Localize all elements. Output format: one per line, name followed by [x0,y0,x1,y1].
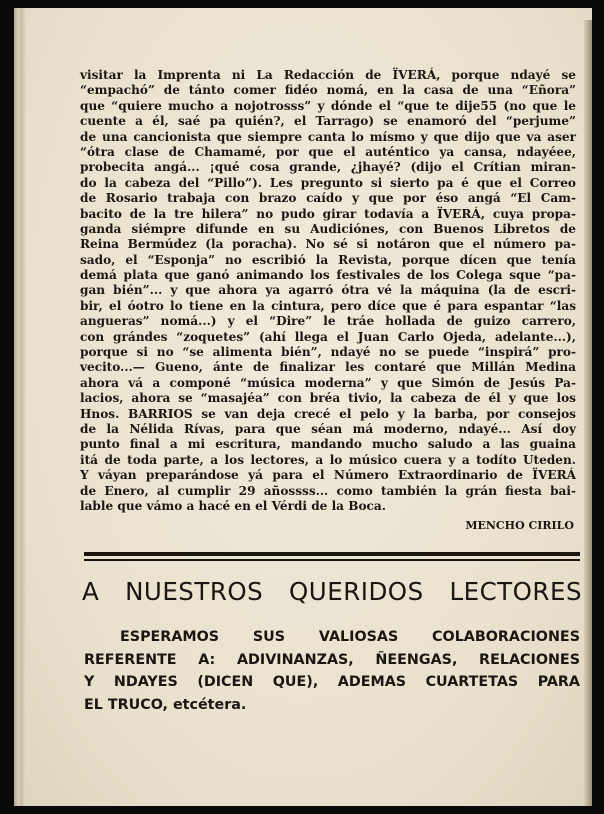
article-line: “empachó” de tánto comer fidéo nomá, en la casa de una “Eñora” [80,83,576,98]
article-line: de Enero, al cumplir 29 añossss... como también la grán fiesta bai- [80,483,576,498]
article-line: visitar la Imprenta ni La Redacción de ÏVERÁ, porque ndayé se [80,68,576,82]
article-line: demá plata que ganó animando los festivales de los Colega sque “pa- [80,268,576,283]
article-line: itá de toda parte, a los lectores, a lo músico cuera y a todíto Uteden. [80,452,576,467]
article-line: de una cancionista que siempre canta lo mísmo y que dijo que va aser [80,129,576,144]
notice-line: ESPERAMOS SUS VALIOSAS COLABORACIONES [120,629,580,645]
article-line: de la Nélida Rívas, para que séan má moderno, ndayé... Así doy [80,421,576,436]
article-line: Hnos. BARRIOS se van deja crecé el pelo y la barba, por consejos [80,406,576,421]
article-line: do la cabeza del “Pillo”). Les pregunto si sierto pa é que el Correo [80,175,576,190]
article-line: lacios, ahora se “masajéa” con bréa tivio, la cabeza de él y que los [80,391,576,406]
article-line: “ótra clase de Chamamé, por que el auténtico ya cansa, ndayéee, [80,144,576,159]
page-right-edge [584,20,592,806]
page-binding-edge [14,8,26,806]
notice-line: Y NDAYES (DICEN QUE), ADEMAS CUARTETAS PARA [84,674,580,691]
article-line: ganda siémpre difunde en su Audiciónes, con Buenos Libretos de [80,221,576,236]
article-line: punto final a mi escritura, mandando mucho saludo a las guaina [80,437,576,452]
article-line: porque si no “se alimenta bién”, ndayé no se puede “inspirá” pro- [80,345,576,360]
divider-rule-thin [84,559,580,561]
divider-rule-thick [84,552,580,556]
article-line: ahora vá a componé “música moderna” y que Simón de Jesús Pa- [80,375,576,390]
article-line: bir, el óotro lo tiene en la cintura, pero díce que é para espantar “las [80,298,576,313]
article-line: de Rosario trabaja con brazo caído y que por éso angá “El Cam- [80,191,576,206]
article-line: vecito...— Gueno, ánte de finalizar les contaré que Millán Medina [80,360,576,375]
article-line: Y váyan preparándose yá para el Número Extraordinario de ÏVERÁ [80,468,576,483]
article-line: bacito de la tre hilera” no pudo girar todavía a ÏVERÁ, cuya propa- [80,206,576,221]
article-line: angueras” nomá...) y el “Dire” le tráe hollada de guizo carrero, [80,314,576,329]
article-line: Reina Bermúdez (la poracha). No sé si notáron que el número pa- [80,237,576,252]
article-line: lable que vámo a hacé en el Vérdi de la Boca. [80,498,386,513]
article-line: probecita angá... ¡qué cosa grande, ¿jhayé? (dijo el Crítian miran- [80,160,576,175]
article-line: con grándes “zoquetes” (ahí llega el Juan Carlo Ojeda, adelante...), [80,329,576,344]
article-body [80,68,576,514]
article-line: cuente a él, saé pa quién?, el Tarrago) se enamoró del “perjume” [80,114,576,129]
article-line: gan bién”... y que ahora ya agarró ótra vé la máquina (la de escri- [80,283,576,298]
notice-line: EL TRUCO, etcétera. [84,697,247,714]
article-signature: MENCHO CIRILO [465,519,574,532]
article-line: que “quiere mucho a nojotrosss” y dónde el “que te dije55 (no que le [80,98,576,113]
notice-line: REFERENTE A: ADIVINANZAS, ÑEENGAS, RELACIONES [84,651,580,668]
notice-body [84,626,580,717]
article-line: sado, el “Esponja” no escribió la Revista, porque dícen que tenía [80,252,576,267]
notice-heading: A NUESTROS QUERIDOS LECTORES [82,577,582,606]
